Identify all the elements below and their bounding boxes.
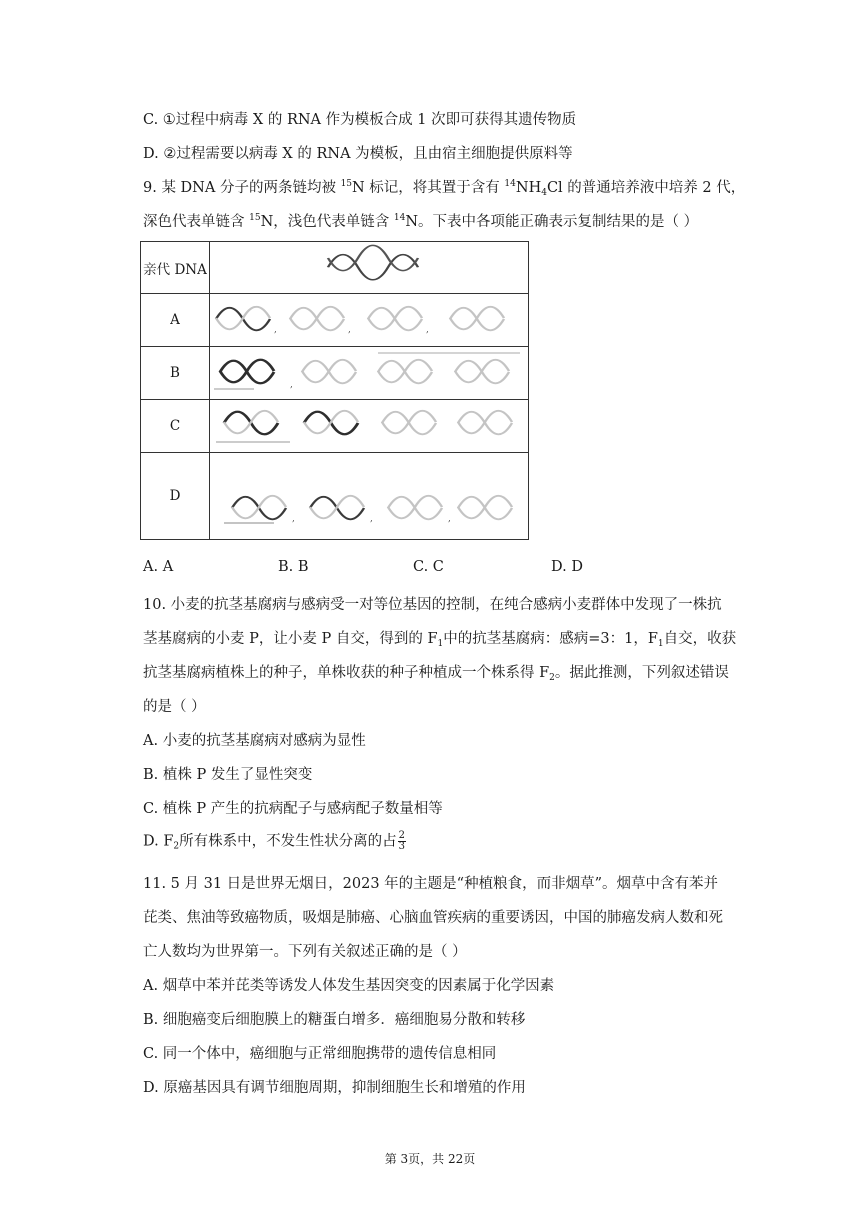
q11-stem-line2: 芘类、焦油等致癌物质，吸烟是肺癌、心脑血管疾病的重要诱因，中国的肺癌发病人数和死	[143, 910, 723, 926]
q11-option-d[interactable]: D. 原癌基因具有调节细胞周期，抑制细胞生长和增殖的作用	[143, 1080, 526, 1096]
svg-text:,: ,	[426, 325, 429, 335]
option-a-helices	[210, 294, 528, 342]
svg-text:,: ,	[290, 380, 293, 390]
row-label-a: A	[141, 294, 210, 347]
option-b-helices	[210, 347, 528, 395]
q10-stem-line2: 茎基腐病的小麦 P，让小麦 P 自交，得到的 $F_1$中的抗茎基腐病：感病=3：1，$F_1$自交，收获	[143, 631, 737, 649]
q9-option-b[interactable]: B. B	[278, 559, 309, 575]
q9-stem-line1: 9. 某 DNA 分子的两条链均被 $^{15}$N 标记，将其置于含有 $^{14}NH_4Cl$ 的普通培养液中培养 2 代，	[143, 179, 746, 198]
q10-option-a[interactable]: A. 小麦的抗茎基腐病对感病为显性	[143, 733, 366, 749]
q10-option-c[interactable]: C. 植株 P 产生的抗病配子与感病配子数量相等	[143, 801, 443, 817]
q9-option-d[interactable]: D. D	[551, 559, 583, 575]
parent-dna-label: 亲代 DNA	[141, 242, 210, 294]
option-c-helices	[210, 400, 528, 448]
q9-option-c[interactable]: C. C	[413, 559, 444, 575]
dna-replication-table	[140, 241, 529, 540]
q11-option-c[interactable]: C. 同一个体中，癌细胞与正常细胞携带的遗传信息相同	[143, 1046, 497, 1062]
q8-option-c: C. ①过程中病毒 X 的 RNA 作为模板合成 1 次即可获得其遗传物质	[143, 112, 577, 128]
option-d-helices	[210, 453, 528, 535]
q9-option-a[interactable]: A. A	[143, 559, 174, 575]
q9-options	[143, 559, 743, 581]
parent-helix	[210, 242, 528, 289]
row-label-d: D	[141, 453, 210, 540]
q11-stem-line1: 11. 5 月 31 日是世界无烟日，2023 年的主题是“种植粮食，而非烟草”。烟草中含有苯并	[143, 876, 719, 892]
fraction-two-thirds: $\frac{2}{3}$	[398, 830, 405, 852]
option-a-figure	[210, 294, 529, 347]
q11-stem-line3: 亡人数均为世界第一。下列有关叙述正确的是（ ）	[143, 944, 467, 960]
svg-text:,: ,	[274, 325, 277, 335]
q8-option-d: D. ②过程需要以病毒 X 的 RNA 为模板，且由宿主细胞提供原料等	[143, 146, 573, 162]
q10-option-b[interactable]: B. 植株 P 发生了显性突变	[143, 767, 313, 783]
svg-text:,: ,	[370, 514, 373, 524]
row-label-c: C	[141, 400, 210, 453]
q11-option-a[interactable]: A. 烟草中苯并芘类等诱发人体发生基因突变的因素属于化学因素	[143, 978, 555, 994]
q11-option-b[interactable]: B. 细胞癌变后细胞膜上的糖蛋白增多．癌细胞易分散和转移	[143, 1012, 526, 1028]
q10-stem-line4: 的是（ ）	[143, 699, 206, 715]
q9-stem-line2: 深色代表单链含 $^{15}$N，浅色代表单链含 $^{14}$N。下表中各项能正确表示复制结果的是（ ）	[143, 213, 699, 230]
svg-text:,: ,	[448, 514, 451, 524]
row-label-b: B	[141, 347, 210, 400]
svg-text:,: ,	[348, 325, 351, 335]
parent-dna-figure	[210, 242, 529, 294]
option-d-figure	[210, 453, 529, 540]
q10-option-d[interactable]: D. $F_2$所有株系中，不发生性状分离的占 $\frac{2}{3}$	[143, 830, 405, 852]
page-footer: 第 3页，共 22页	[384, 1152, 476, 1166]
q10-stem-line1: 10. 小麦的抗茎基腐病与感病受一对等位基因的控制，在纯合感病小麦群体中发现了一株抗	[143, 597, 722, 613]
option-b-figure	[210, 347, 529, 400]
q10-stem-line3: 抗茎基腐病植株上的种子，单株收获的种子种植成一个株系得 $F_2$。据此推测，下列叙述错误	[143, 665, 729, 683]
svg-text:,: ,	[292, 514, 295, 524]
option-c-figure	[210, 400, 529, 453]
